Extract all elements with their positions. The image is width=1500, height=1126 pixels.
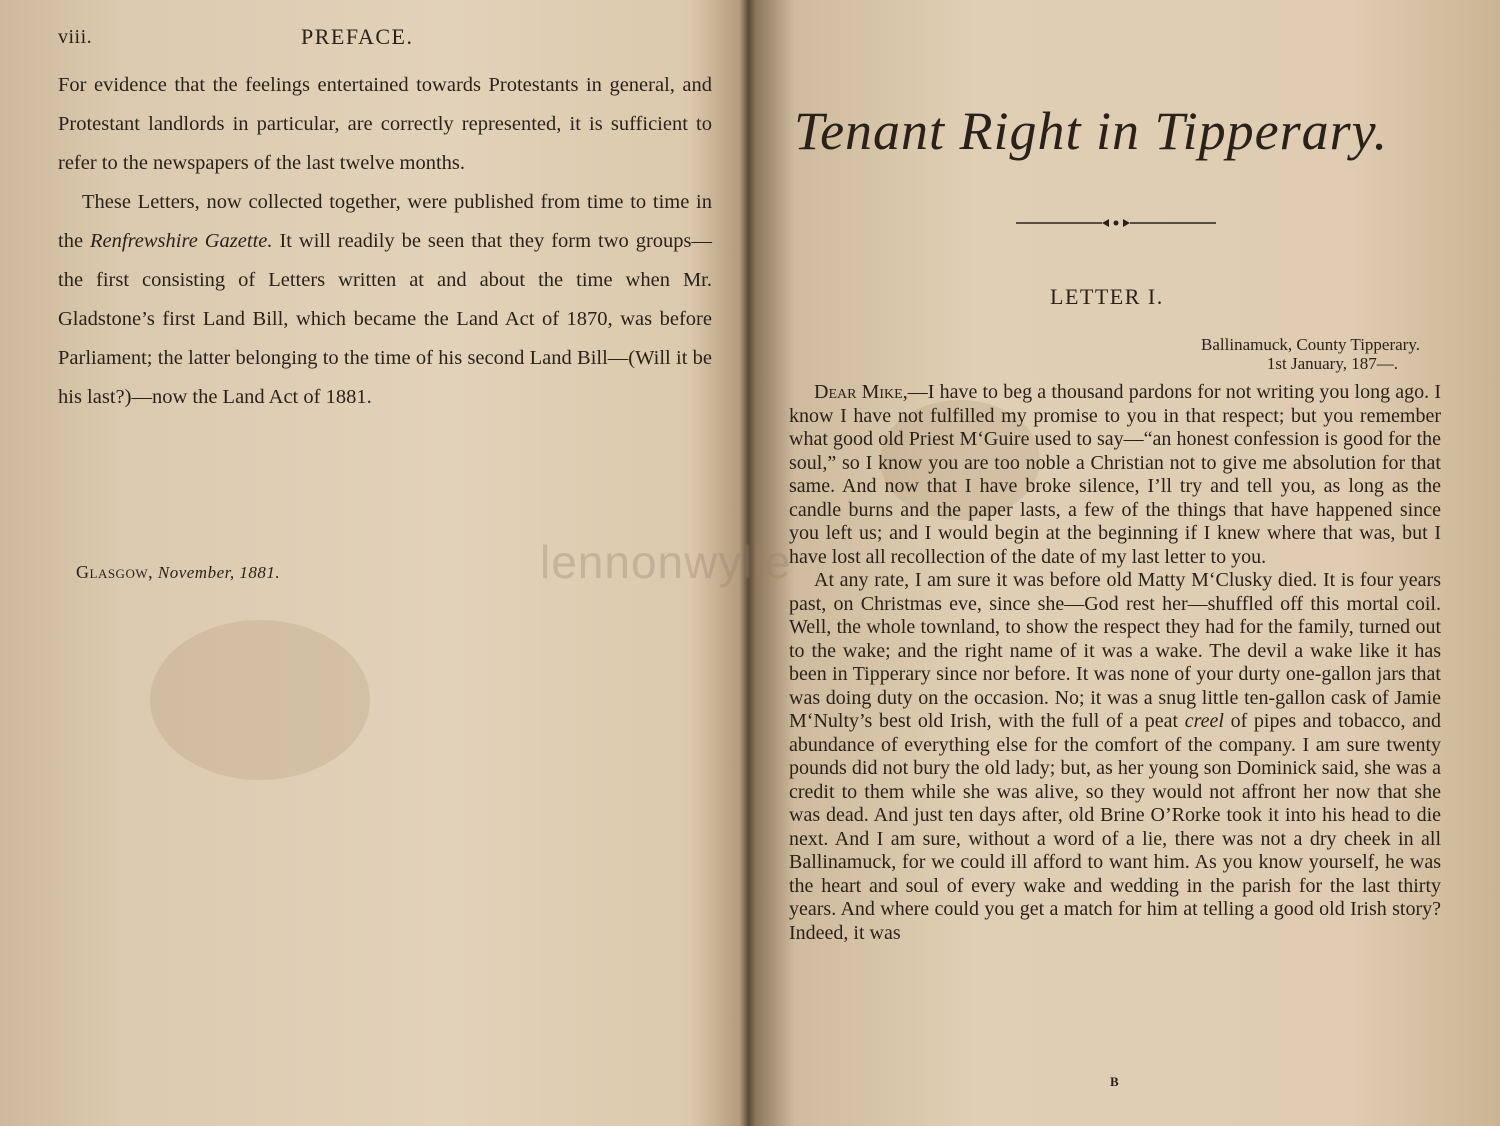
- page-number: viii.: [58, 26, 93, 48]
- signoff-date: November, 1881.: [157, 563, 281, 582]
- preface-paragraph-2: [58, 183, 712, 417]
- letter-body: [789, 381, 1441, 945]
- letter-paragraph-2-start: At any rate, I am sure it was before old Matty M‘Clusky died. It is four years past, on Christmas eve, since she—God rest her—shuffled off this mortal coil. Well, the whole townland, to show the respect they had for the family, turned out to the wake; and the right name of it was a wake. The devil a wake like it has been in Tipperary since nor before. It was none of your durty one-gallon jars that was doing duty on the occasion. No; it was a snug little ten-gallon cask of Jamie M‘Nulty’s best old Irish, with the full of a peat: [789, 569, 1441, 732]
- letter-dateline: [1201, 335, 1420, 373]
- running-head-title: PREFACE.: [301, 24, 414, 49]
- preface-paragraph-2-end: It will readily be seen that they form two groups—the first consisting of Letters written at and about the time when Mr. Gladstone’s first Land Bill, which became the Land Act of 1870, was before Parliament; the latter belonging to the time of his second Land Bill—(Will it be his last?)—now the Land Act of 1881.: [58, 230, 713, 408]
- letter-paragraph-2-end: of pipes and tobacco, and abundance of everything else for the comfort of the company. I am sure twenty pounds did not bury the old lady; but, as her young son Dominick said, she was a credit to them while she was alive, so they would not affront her now that she was dead. And just ten days after, old Brine O’Rorke took it into his head to die next. And I am sure, without a word of a lie, there was not a dry cheek in all Ballinamuck, for we could ill afford to want him. As you know yourself, he was the heart and soul of every wake and wedding in the parish for the last thirty years. And where could you get a match for him at telling a good old Irish story? Indeed, it was: [789, 710, 1441, 944]
- signature-mark: B: [1110, 1074, 1120, 1089]
- dateline-date: 1st January, 187—.: [1266, 354, 1398, 373]
- watermark: lennonwylie: [540, 536, 792, 588]
- letter-heading: LETTER I.: [1050, 284, 1164, 309]
- running-head: [58, 22, 718, 52]
- letter-paragraph-1-text: —I have to beg a thousand pardons for not writing you long ago. I know I have not fulfilled my promise to you in that respect; but you remember what good old Priest M‘Guire used to say—“an honest confession is good for the soul,” so I know you are too noble a Christian not to give me absolution for that same. And now that I have broke silence, I’ll try and tell you, as long as the candle burns and the paper lasts, a few of the things that have happened since you left us; and I would begin at the beginning if I knew where that was, but I have lost all recollection of the date of my last letter to you.: [789, 381, 1441, 568]
- signoff-place: Glasgow,: [76, 562, 154, 582]
- dateline-place: Ballinamuck, County Tipperary.: [1201, 335, 1420, 354]
- letter-paragraph-1: [789, 381, 1441, 569]
- preface-paragraph-2-start: These Letters, now collected together, were published from time to time in the: [58, 191, 712, 252]
- letter-paragraph-2: [789, 569, 1441, 945]
- preface-signoff: [76, 562, 280, 583]
- italic-word: creel: [1184, 710, 1224, 732]
- newspaper-title: Renfrewshire Gazette.: [90, 230, 273, 252]
- salutation: Dear Mike,: [814, 381, 908, 403]
- book-title: Tenant Right in Tipperary.: [794, 101, 1389, 161]
- ornament-rule-icon: [1016, 212, 1216, 234]
- right-page: [760, 0, 1500, 1126]
- preface-paragraph-1: For evidence that the feelings entertained towards Protestants in general, and Protestant landlords in particular, are correctly represented, it is sufficient to refer to the newspapers of the last twelve months.: [58, 74, 712, 174]
- preface-text: [58, 66, 712, 417]
